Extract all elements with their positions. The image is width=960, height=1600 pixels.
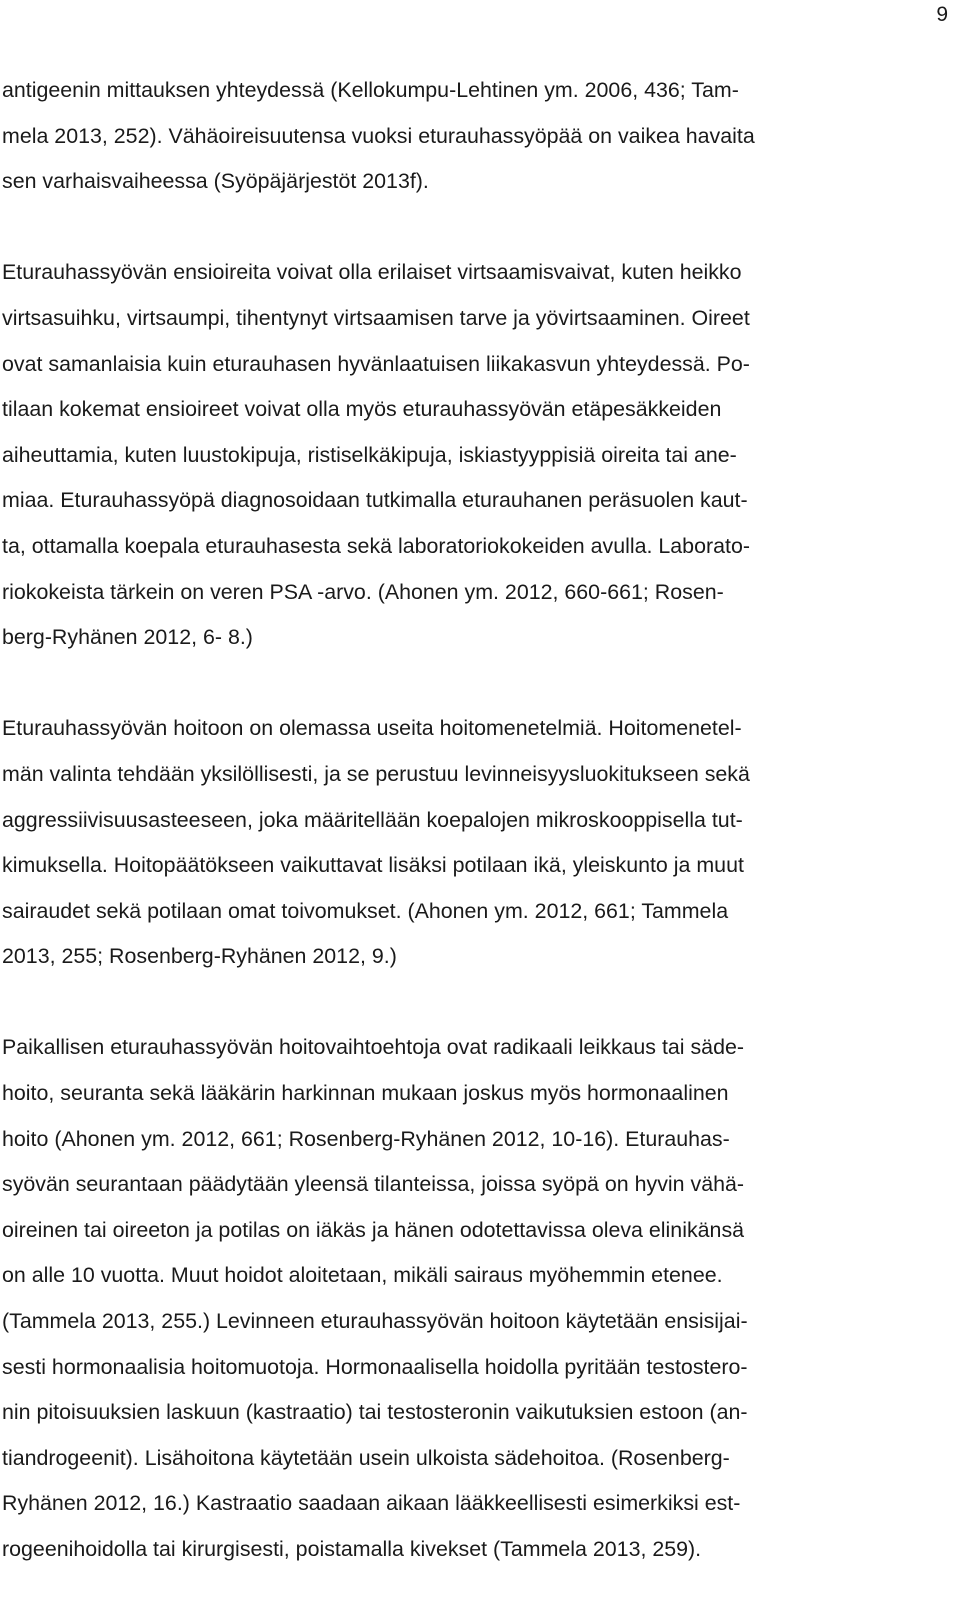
paragraph-4: Paikallisen eturauhassyövän hoitovaihtoehtoja ovat radikaali leikkaus tai säde- hoito, seuranta sekä lääkärin harkinnan mukaan joskus myös hormonaalinen hoito (Ahonen ym. 2012, 661; Rosenberg-Ryhänen 2012, 10-16). Eturauhas- syövän seurantaan päädytään yleensä tilanteissa, joissa syöpä on hyvin vähä- oireinen tai oireeton ja potilas on iäkäs ja hänen odotettavissa oleva elinikänsä on alle 10 vuotta. Muut hoidot aloitetaan, mikäli sairaus myöhemmin etenee. (Tammela 2013, 255.) Levinneen eturauhassyövän hoitoon käytetään ensisijai- sesti hormonaalisia hoitomuotoja. Hormonaalisella hoidolla pyritään testostero- nin pitoisuuksien laskuun (kastraatio) tai testosteronin vaikutuksien estoon (an- tiandrogeenit). Lisähoitona käytetään usein ulkoista sädehoitoa. (Rosenberg- Ryhänen 2012, 16.) Kastraatio saadaan aikaan lääkkeellisesti esimerkiksi est- rogeenihoidolla tai kirurgisesti, poistamalla kivekset (Tammela 2013, 259). (2, 1035, 748, 1561)
page-number: 9 (936, 3, 948, 26)
paragraph-1: antigeenin mittauksen yhteydessä (Kellokumpu-Lehtinen ym. 2006, 436; Tam- mela 2013, 252). Vähäoireisuutensa vuoksi eturauhassyöpää on vaikea havaita sen varhaisvaiheessa (Syöpäjärjestöt 2013f). (2, 78, 755, 194)
paragraph-2: Eturauhassyövän ensioireita voivat olla erilaiset virtsaamisvaivat, kuten heikko virtsasuihku, virtsaumpi, tihentynyt virtsaamisen tarve ja yövirtsaaminen. Oireet ovat samanlaisia kuin eturauhasen hyvänlaatuisen liikakasvun yhteydessä. Po- tilaan kokemat ensioireet voivat olla myös eturauhassyövän etäpesäkkeiden aiheuttamia, kuten luustokipuja, ristiselkäkipuja, iskiastyyppisiä oireita tai ane- miaa. Eturauhassyöpä diagnosoidaan tutkimalla eturauhanen peräsuolen kaut- ta, ottamalla koepala eturauhasesta sekä laboratoriokokeiden avulla. Laborato- riokokeista tärkein on veren PSA -arvo. (Ahonen ym. 2012, 660-661; Rosen- berg-Ryhänen 2012, 6- 8.) (2, 260, 750, 650)
paragraph-3: Eturauhassyövän hoitoon on olemassa useita hoitomenetelmiä. Hoitomenetel- män valinta tehdään yksilöllisesti, ja se perustuu levinneisyysluokitukseen sekä aggressiivisuusasteeseen, joka määritellään koepalojen mikroskooppisella tut- kimuksella. Hoitopäätökseen vaikuttavat lisäksi potilaan ikä, yleiskunto ja muut sairaudet sekä potilaan omat toivomukset. (Ahonen ym. 2012, 661; Tammela 2013, 255; Rosenberg-Ryhänen 2012, 9.) (2, 716, 750, 969)
document-body (2, 68, 940, 1573)
